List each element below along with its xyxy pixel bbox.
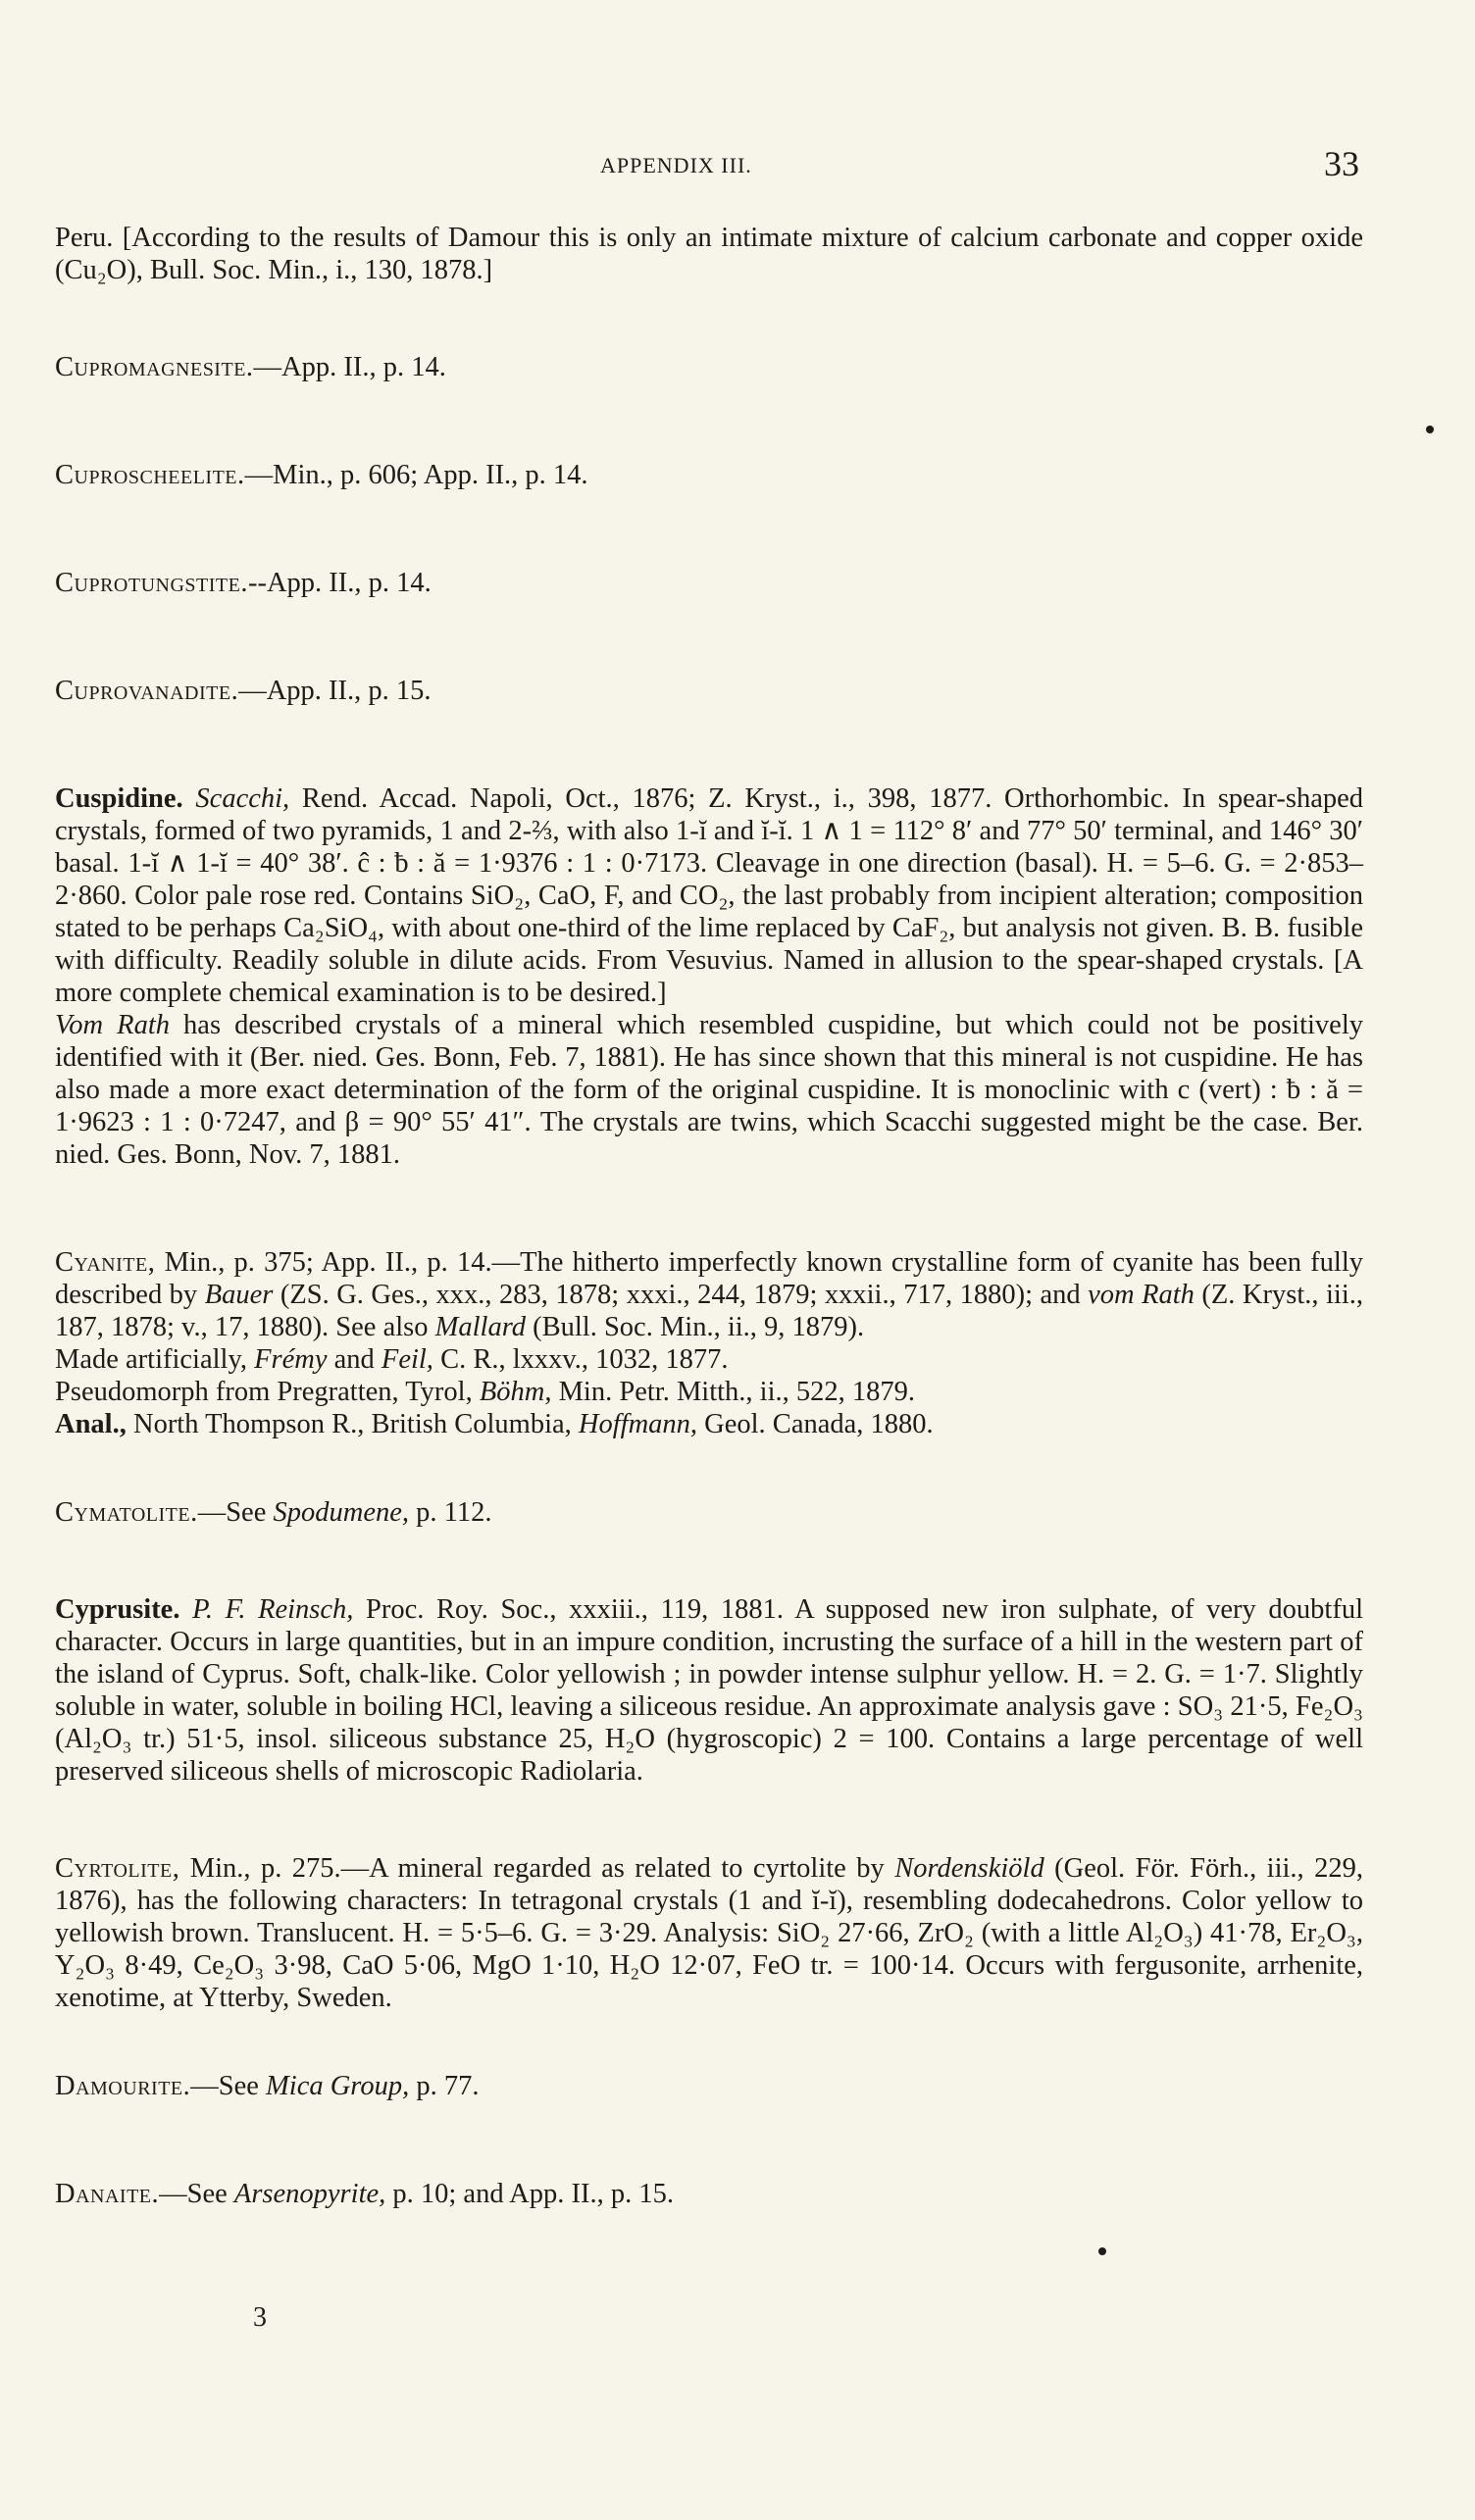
running-head: APPENDIX III. bbox=[600, 153, 752, 177]
entry-text: (Bull. Soc. Min., ii., 9, 1879). bbox=[526, 1312, 865, 1342]
entry-term: Cuspidine. bbox=[55, 783, 183, 814]
entry-danaite bbox=[55, 2178, 1363, 2210]
entry-author: Frémy bbox=[254, 1344, 328, 1375]
entry-author: P. F. Reinsch, bbox=[192, 1594, 354, 1625]
entry-text: p. 112. bbox=[409, 1497, 492, 1528]
entry-term: Cyprusite. bbox=[55, 1594, 180, 1625]
entry-text: Peru. [According to the results of Damour this is only an intimate mixture of calcium carbonate and copper oxide (Cu₂O), Bull. Soc. Min., i., 130, 1878.] bbox=[55, 223, 1363, 285]
entry-cyrtolite bbox=[55, 1852, 1363, 2014]
entry-text: —App. II., p. 14. bbox=[253, 352, 446, 382]
entry-text: Pseudomorph from Pregratten, Tyrol, bbox=[55, 1377, 480, 1407]
entry-text: p. 10; and App. II., p. 15. bbox=[385, 2179, 674, 2209]
page-body bbox=[55, 222, 1363, 2210]
entry-cymatolite bbox=[55, 1496, 1363, 1529]
entry-term: Cyanite, bbox=[55, 1247, 156, 1278]
entry-author: Bauer bbox=[204, 1280, 274, 1310]
entry-text: --App. II., p. 14. bbox=[247, 568, 432, 598]
entry-reference: Mica Group, bbox=[266, 2071, 410, 2101]
entry-term: Danaite. bbox=[55, 2179, 160, 2209]
entry-text: C. R., lxxxv., 1032, 1877. bbox=[432, 1344, 729, 1375]
entry-term: Damourite. bbox=[55, 2071, 191, 2101]
entry-cupromagnesite bbox=[55, 351, 1363, 383]
entry-cuprotungstite bbox=[55, 567, 1363, 599]
entry-reference: Spodumene, bbox=[273, 1497, 409, 1528]
entry-text: Made artificially, bbox=[55, 1344, 255, 1375]
entry-text: —App. II., p. 15. bbox=[238, 676, 432, 706]
entry-label: Anal., bbox=[55, 1409, 127, 1439]
entry-cyanite bbox=[55, 1246, 1363, 1440]
entry-author: Nordenskiöld bbox=[894, 1853, 1044, 1884]
entry-term: Cymatolite. bbox=[55, 1497, 198, 1528]
entry-text: Min., p. 375; App. II., p. 14.—The hitherto imperfectly known crystalline form of cyanite has been fully described by bbox=[55, 1247, 1363, 1310]
margin-ink-dot bbox=[1098, 2247, 1106, 2255]
page-header bbox=[0, 144, 1475, 198]
entry-text: Proc. Roy. Soc., xxxiii., 119, 1881. A supposed new iron sulphate, of very doubtful character. Occurs in large quantities, but in an impure condition, incrusting the surface of a hill in the western part of the island of Cyprus. Soft, chalk-like. Color yellowish ; in powder intense sulphur yellow. H. = 2. G. = 1·7. Slightly soluble in water, soluble in boiling HCl, leaving a siliceous residue. An approximate analysis gave : SO₃ 21·5, Fe₂O₃ (Al₂O₃ tr.) 51·5, insol. siliceous substance 25, H₂O (hygroscopic) 2 = 100. Contains a large percentage of well preserved siliceous shells of microscopic Radiolaria. bbox=[55, 1594, 1363, 1787]
entry-author: Hoffmann, bbox=[578, 1409, 698, 1439]
entry-damourite bbox=[55, 2070, 1363, 2102]
page-number: 33 bbox=[1324, 144, 1359, 183]
entry-cyprusite bbox=[55, 1593, 1363, 1788]
entry-text: and bbox=[327, 1344, 381, 1375]
entry-author: Feil, bbox=[381, 1344, 433, 1375]
margin-ink-dot bbox=[1426, 426, 1434, 433]
entry-term: Cyrtolite, bbox=[55, 1853, 180, 1884]
entry-term: Cuprovanadite. bbox=[55, 676, 239, 706]
entry-text: (Geol. För. Förh., iii., 229, 1876), has the following characters: In tetragonal crystals (1 and ĭ-ĭ), resembling dodecahedrons. Color yellow to yellowish brown. Translucent. H. = 5·5–6. G. = 3·29. Analysis: SiO₂ 27·66, ZrO₂ (with a little Al₂O₃) 41·78, Er₂O₃, Y₂O₃ 8·49, Ce₂O₃ 3·98, CaO 5·06, MgO 1·10, H₂O 12·07, FeO tr. = 100·14. Occurs with fergusonite, arrhenite, xenotime, at Ytterby, Sweden. bbox=[55, 1853, 1363, 2013]
entry-author: Vom Rath bbox=[55, 1010, 170, 1040]
entry-text: —Min., p. 606; App. II., p. 14. bbox=[244, 460, 588, 490]
entry-text: p. 77. bbox=[409, 2071, 480, 2101]
entry-author: vom Rath bbox=[1088, 1280, 1195, 1310]
entry-text: (Z. Kryst., iii., 187, 1878; v., 17, 1880). See also bbox=[55, 1280, 1363, 1342]
entry-text: has described crystals of a mineral which resembled cuspidine, but which could not be positively identified with it (Ber. nied. Ges. Bonn, Feb. 7, 1881). He has since shown that this mineral is not cuspidine. He has also made a more exact determination of the form of the original cuspidine. It is monoclinic with c (vert) : ƀ : ă = 1·9623 : 1 : 0·7247, and β = 90° 55′ 41″. The crystals are twins, which Scacchi suggested might be the case. Ber. nied. Ges. Bonn, Nov. 7, 1881. bbox=[55, 1010, 1363, 1170]
entry-term: Cupromagnesite. bbox=[55, 352, 254, 382]
entry-text: —See bbox=[197, 1497, 274, 1528]
entry-text: Min. Petr. Mitth., ii., 522, 1879. bbox=[551, 1377, 915, 1407]
entry-text: (ZS. G. Ges., xxx., 283, 1878; xxxi., 244, 1879; xxxii., 717, 1880); and bbox=[273, 1280, 1089, 1310]
entry-text: —See bbox=[159, 2179, 234, 2209]
entry-author: Böhm, bbox=[479, 1377, 552, 1407]
printer-signature: 3 bbox=[253, 2302, 267, 2333]
entry-term: Cuproscheelite. bbox=[55, 460, 245, 490]
entry-peru-continuation bbox=[55, 222, 1363, 286]
entry-author: Scacchi, bbox=[195, 783, 290, 814]
entry-text: —See bbox=[190, 2071, 267, 2101]
entry-text: North Thompson R., British Columbia, bbox=[126, 1409, 579, 1439]
entry-cuspidine bbox=[55, 782, 1363, 1171]
entry-author: Mallard bbox=[434, 1312, 526, 1342]
entry-cuproscheelite bbox=[55, 459, 1363, 491]
entry-text: Rend. Accad. Napoli, Oct., 1876; Z. Kryst., i., 398, 1877. Orthorhombic. In spear-shaped crystals, formed of two pyramids, 1 and 2-⅔, with also 1-ĭ and ĭ-ĭ. 1 ∧ 1 = 112° 8′ and 77° 50′ terminal, and 146° 30′ basal. 1-ĭ ∧ 1-ĭ = 40° 38′. ĉ : ƀ : ă = 1·9376 : 1 : 0·7173. Cleavage in one direction (basal). H. = 5–6. G. = 2·853–2·860. Color pale rose red. Contains SiO₂, CaO, F, and CO₂, the last probably from incipient alteration; composition stated to be perhaps Ca₂SiO₄, with about one-third of the lime replaced by CaF₂, but analysis not given. B. B. fusible with difficulty. Readily soluble in dilute acids. From Vesuvius. Named in allusion to the spear-shaped crystals. [A more complete chemical examination is to be desired.] bbox=[55, 783, 1364, 1008]
entry-text: Min., p. 275.—A mineral regarded as related to cyrtolite by bbox=[179, 1853, 895, 1884]
entry-reference: Arsenopyrite, bbox=[233, 2179, 386, 2209]
entry-cuprovanadite bbox=[55, 675, 1363, 707]
entry-text: Geol. Canada, 1880. bbox=[697, 1409, 934, 1439]
entry-term: Cuprotungstite. bbox=[55, 568, 248, 598]
